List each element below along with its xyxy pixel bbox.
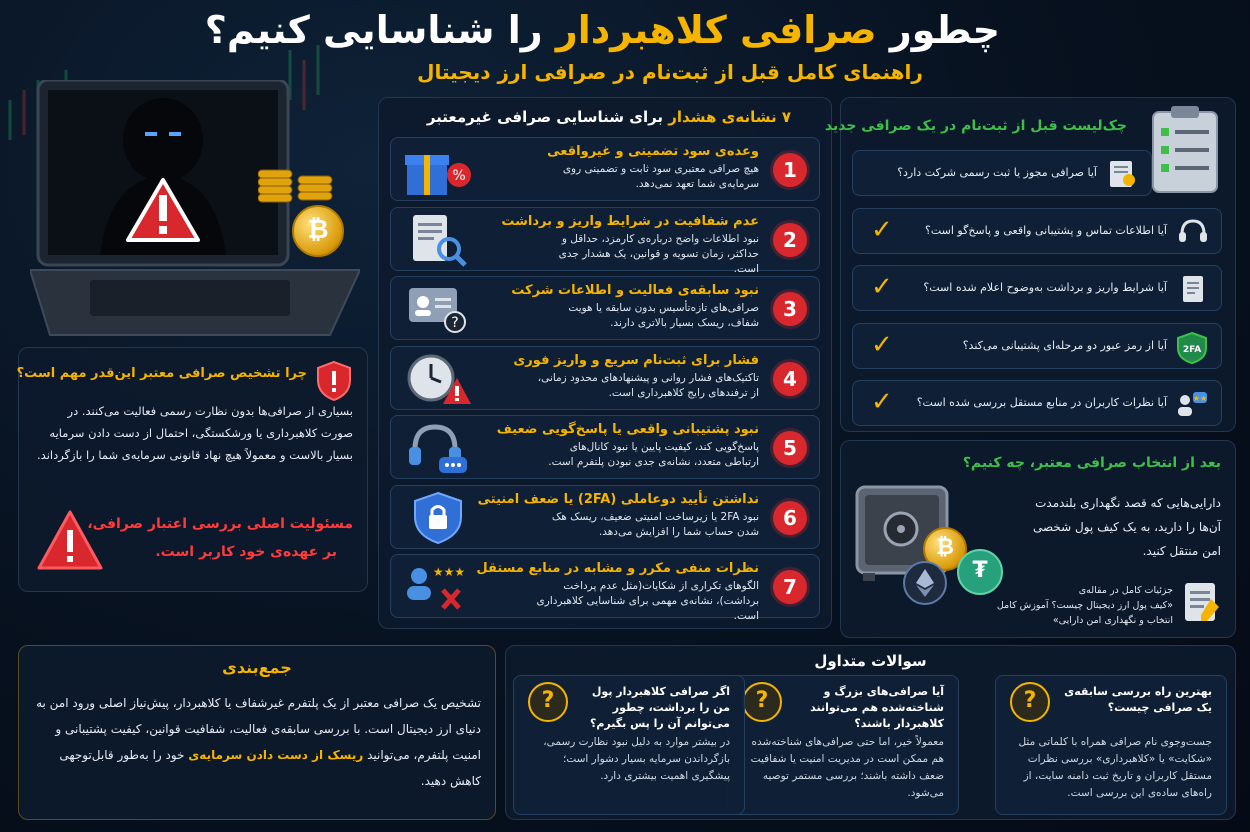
sign-number-badge: 5 xyxy=(773,431,807,465)
page-title: چطور صرافی کلاهبردار را شناسایی کنیم؟ xyxy=(204,8,1000,52)
sign-title: نداشتن تأیید دوعاملی (2FA) یا ضعف امنیتی xyxy=(477,491,759,507)
article-link-line-1: جزئیات کامل در مقاله‌ی xyxy=(1078,585,1173,596)
faq-question: بهترین راه بررسی سابقه‌ی یک صرافی چیست؟ xyxy=(1064,685,1212,714)
checklist-item-text: آیا اطلاعات تماس و پشتیبانی واقعی و پاسخ‌گو است؟ xyxy=(925,223,1167,237)
clipboard-checklist-icon xyxy=(1149,102,1221,198)
warning-sign-card xyxy=(390,415,820,479)
article-link-line-2: «کیف پول ارز دیجیتال چیست؟ آموزش کامل xyxy=(996,600,1173,611)
summary-panel xyxy=(18,645,496,820)
warning-sign-card xyxy=(390,276,820,340)
sign-description: تاکتیک‌های فشار روانی و پیشنهادهای محدود زمانی، از ترفندهای رایج کلاهبرداری است. xyxy=(537,371,759,399)
bitcoin-coin-icon: ₿ xyxy=(923,527,967,571)
sign-description: نبود اطلاعات واضح درباره‌ی کارمزد، حداقل و حداکثر، زمان تسویه و قوانین، یک هشدار جدی است. xyxy=(558,232,759,275)
responsibility-line-1: مسئولیت اصلی بررسی اعتبار صرافی، xyxy=(87,516,353,532)
faq-question: اگر صرافی کلاهبردار پول من را برداشت، چطور می‌توانم آن را پس بگیرم؟ xyxy=(589,685,730,730)
sign-number-badge: 3 xyxy=(773,292,807,326)
faq-question: آیا صرافی‌های بزرگ و شناخته‌شده هم می‌توانند کلاهبردار باشند؟ xyxy=(810,685,944,730)
sign-number-badge: 4 xyxy=(773,362,807,396)
warning-signs-title: ۷ نشانه‌ی هشدار برای شناسایی صرافی غیرمعتبر xyxy=(426,108,791,126)
bitcoin-coin-icon: ₿ xyxy=(292,205,344,257)
after-selection-panel xyxy=(840,440,1236,638)
sign-title: وعده‌ی سود تضمینی و غیرواقعی xyxy=(547,144,759,159)
checklist-item[interactable] xyxy=(852,380,1222,426)
warning-sign-card xyxy=(390,207,820,275)
why-important-panel xyxy=(18,347,368,592)
user-rating-cross-icon xyxy=(403,558,473,620)
coin-stack-icon xyxy=(258,150,336,220)
after-panel-title: بعد از انتخاب صرافی معتبر، چه کنیم؟ xyxy=(962,455,1221,471)
faq-answer: معمولاً خیر، اما حتی صرافی‌های شناخته‌شده هم ممکن است در مدیریت امنیت یا شفافیت ضعف داشته باشند؛ بررسی مستمر توصیه می‌شود. xyxy=(750,736,944,799)
sign-number-badge: 7 xyxy=(773,570,807,604)
question-mark-icon: ? xyxy=(1010,682,1050,722)
certificate-icon xyxy=(1107,158,1139,194)
id-card-question-icon xyxy=(403,280,473,342)
checkmark-icon: ✓ xyxy=(871,387,893,417)
document-icon xyxy=(1177,273,1209,309)
sign-description: نبود 2FA یا زیرساخت امنیتی ضعیف، ریسک هک شدن حساب شما را افزایش می‌دهد. xyxy=(551,510,759,538)
checklist-title: چک‌لیست قبل از ثبت‌نام در یک صرافی جدید xyxy=(824,118,1127,134)
document-search-icon xyxy=(403,211,473,273)
checklist-item-text: آیا از رمز عبور دو مرحله‌ای پشتیبانی می‌کند؟ xyxy=(962,338,1167,352)
faq-item[interactable] xyxy=(995,675,1227,815)
headset-icon xyxy=(1177,216,1209,252)
security-lock-shield-icon xyxy=(403,489,473,551)
sign-title: نبود پشتیبانی واقعی یا پاسخ‌گویی ضعیف xyxy=(496,422,759,437)
svg-text:%: % xyxy=(452,168,466,184)
checklist-item[interactable] xyxy=(852,208,1222,254)
users-reviews-icon xyxy=(1175,388,1209,424)
question-mark-icon: ? xyxy=(528,682,568,722)
checklist-item[interactable] xyxy=(852,323,1222,369)
after-panel-body: دارایی‌هایی که قصد نگهداری بلندمدت آن‌ها را دارید، به یک کیف پول شخصی امن منتقل کنید. xyxy=(1032,496,1221,558)
sign-title: نظرات منفی مکرر و مشابه در منابع مستقل xyxy=(476,561,759,576)
checklist-item-text: آیا صرافی مجوز یا ثبت رسمی شرکت دارد؟ xyxy=(897,166,1097,179)
sign-title: فشار برای ثبت‌نام سریع و واریز فوری xyxy=(513,352,759,368)
sign-number-badge: 2 xyxy=(773,223,807,257)
clock-warning-icon xyxy=(403,350,473,412)
summary-body: تشخیص یک صرافی معتبر از یک پلتفرم غیرشفاف یا کلاهبردار، پیش‌نیاز اصلی ورود امن به دنیای ارز دیجیتال است. با بررسی سابقه‌ی فعالیت، شفافیت قوانین، کیفیت پشتیبانی و امنیت پلتفرم، می‌توانید ریسک از دست دادن سرمایه‌ی خود را به‌طور قابل‌توجهی کاهش دهید. xyxy=(36,696,481,788)
faq-item[interactable] xyxy=(513,675,745,815)
checklist-item-text: آیا نظرات کاربران در منابع مستقل بررسی شده است؟ xyxy=(916,396,1167,409)
warning-sign-card xyxy=(390,554,820,622)
question-mark-icon: ? xyxy=(742,682,782,722)
sign-description: هیچ صرافی معتبری سود ثابت و تضمینی روی سرمایه‌ی شما تعهد نمی‌دهد. xyxy=(562,163,759,190)
checkmark-icon: ✓ xyxy=(871,272,893,302)
headset-chat-icon xyxy=(403,419,473,481)
checklist-item[interactable] xyxy=(852,265,1222,311)
checkmark-icon: ✓ xyxy=(871,214,893,245)
responsibility-line-2: بر عهده‌ی خود کاربر است. xyxy=(155,544,337,560)
page-subtitle: راهنمای کامل قبل از ثبت‌نام در صرافی ارز دیجیتال xyxy=(417,60,923,84)
checklist-item-text: آیا شرایط واریز و برداشت به‌وضوح اعلام شده است؟ xyxy=(923,281,1167,294)
2fa-shield-icon xyxy=(1175,331,1209,369)
sign-description: پاسخ‌گویی کند، کیفیت پایین یا نبود کانال‌های ارتباطی متعدد، نشانه‌ی جدی نبودن پلتفرم است. xyxy=(548,441,759,468)
faq-answer: جست‌وجوی نام صرافی همراه با کلماتی مثل «شکایت» یا «کلاهبرداری» بررسی نظرات مستقل کاربران و تاریخ ثبت دامنه سایت، از راه‌های ساده‌ی این بررسی است. xyxy=(1018,736,1212,799)
gift-percent-icon xyxy=(403,141,473,203)
checkmark-icon: ✓ xyxy=(871,329,893,360)
why-panel-title: چرا تشخیص صرافی معتبر این‌قدر مهم است؟ xyxy=(16,366,307,381)
sign-number-badge: 1 xyxy=(773,153,807,187)
sign-title: نبود سابقه‌ی فعالیت و اطلاعات شرکت xyxy=(511,283,759,298)
ethereum-coin-icon xyxy=(903,561,947,605)
article-link[interactable] xyxy=(997,583,1173,628)
sign-description: الگوهای تکراری از شکایات(مثل عدم پرداخت برداشت)، نشانه‌ی مهمی برای شناسایی کلاهبرداری است. xyxy=(536,580,759,622)
warning-sign-card xyxy=(390,485,820,549)
why-panel-body: بسیاری از صرافی‌ها بدون نظارت رسمی فعالیت می‌کنند. در صورت کلاهبرداری یا ورشکستگی، احتمال از دست دادن سرمایه بسیار بالاست و معمولاً هیچ نهاد قانونی سرمایه‌ی شما را بازگرداند. xyxy=(37,404,353,462)
tether-coin-icon: ₮ xyxy=(957,549,1003,595)
faq-answer: در بیشتر موارد به دلیل نبود نظارت رسمی، بازگرداندن سرمایه بسیار دشوار است؛ پیشگیری اهمیت بیشتری دارد. xyxy=(543,736,730,782)
summary-title: جمع‌بندی xyxy=(222,658,292,677)
faq-item[interactable] xyxy=(727,675,959,815)
article-link-icon xyxy=(1181,581,1221,629)
warning-sign-card xyxy=(390,346,820,410)
warning-sign-card xyxy=(390,137,820,201)
faq-title: سوالات متداول xyxy=(814,652,927,670)
svg-text:★★★: ★★★ xyxy=(432,565,466,579)
sign-title: عدم شفافیت در شرایط واریز و برداشت xyxy=(501,213,759,229)
sign-number-badge: 6 xyxy=(773,501,807,535)
checklist-item[interactable] xyxy=(852,150,1152,196)
article-link-line-3: انتخاب و نگهداری امن دارایی» xyxy=(1052,615,1173,626)
svg-text:?: ? xyxy=(451,315,459,331)
svg-text:★★: ★★ xyxy=(1192,394,1208,403)
sign-description: صرافی‌های تازه‌تأسیس بدون سابقه یا هویت شفاف، ریسک بسیار بالاتری دارند. xyxy=(568,302,759,329)
svg-text:2FA: 2FA xyxy=(1182,344,1202,355)
